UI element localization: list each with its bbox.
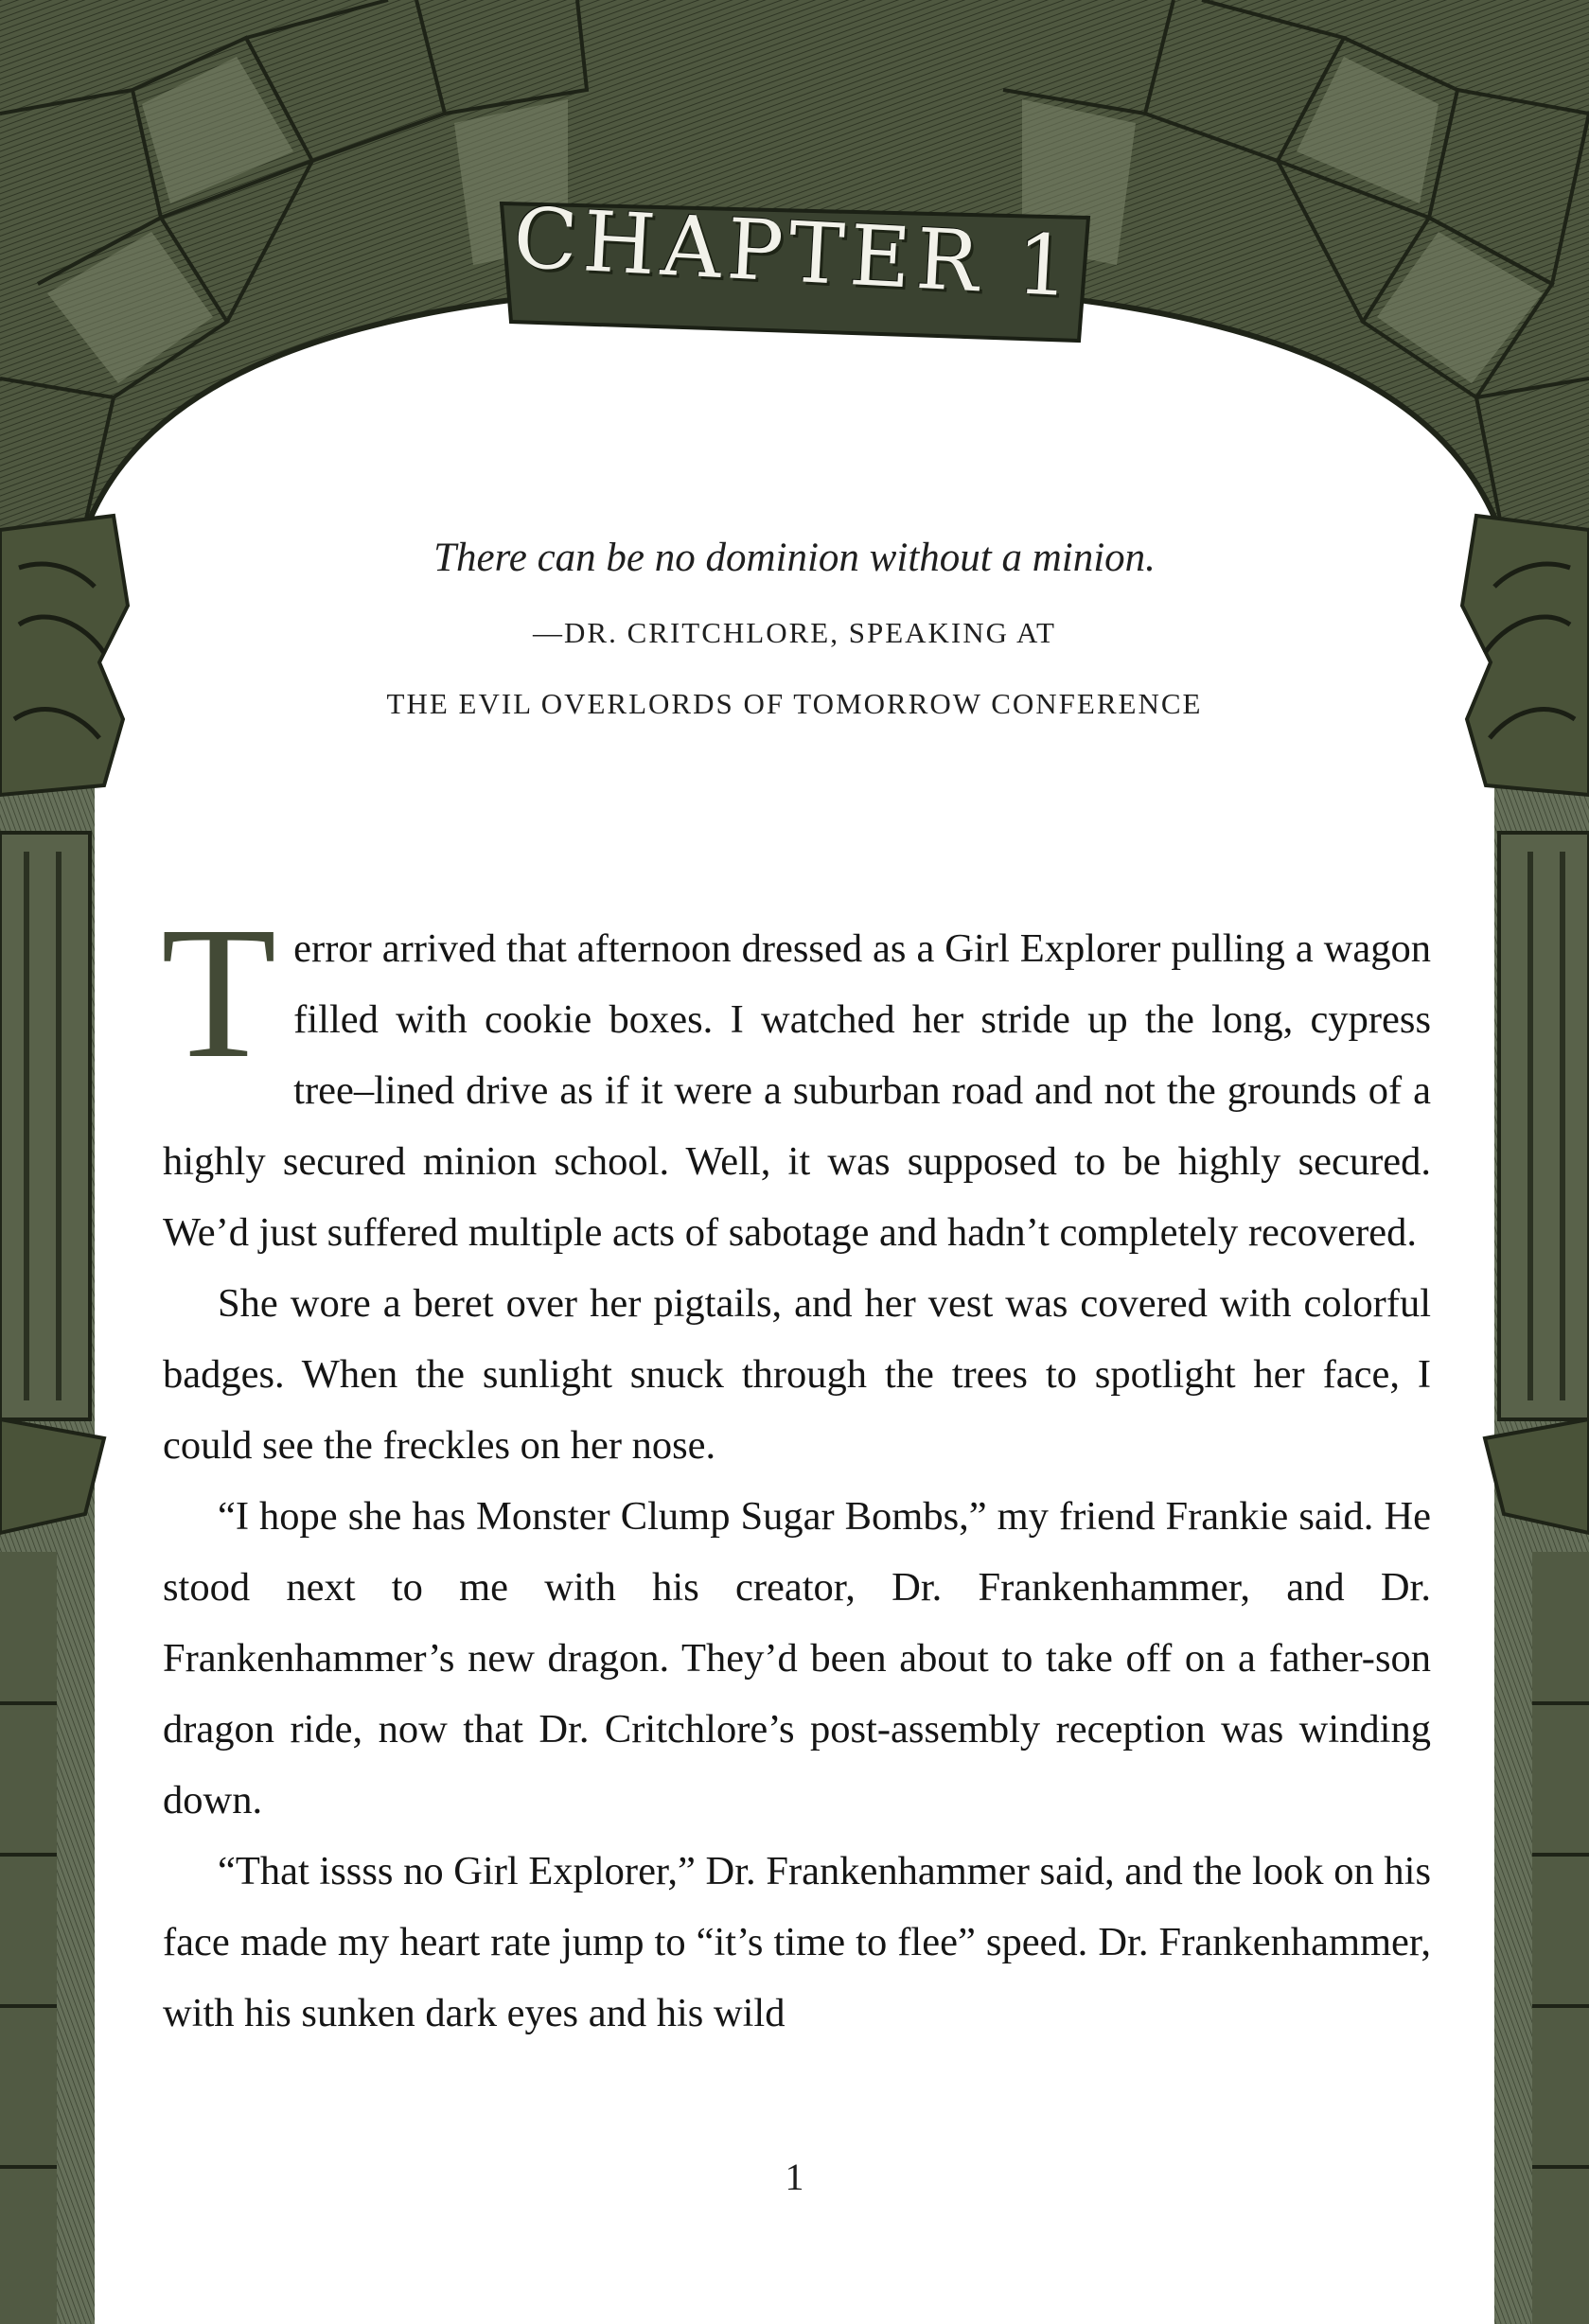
left-pillar xyxy=(0,516,128,2324)
paragraph xyxy=(161,889,1431,1268)
right-pillar xyxy=(1462,516,1589,2324)
paragraph: “That issss no Girl Explorer,” Dr. Frankenhammer said, and the look on his face made my heart rate jump to “it’s time to flee” speed. Dr. Frankenhammer, with his sunken dark eyes and his wild xyxy=(163,1849,1431,2035)
paragraph: She wore a beret over her pigtails, and her vest was covered with colorful badges. When the sunlight snuck through the trees to spotlight her face, I could see the freckles on her nose. xyxy=(163,1281,1431,1468)
chapter-title: CHAPTER 1 xyxy=(511,188,1078,316)
epigraph-attribution-continued: THE EVIL OVERLORDS OF TOMORROW CONFERENCE xyxy=(386,687,1203,720)
paragraph-text: error arrived that afternoon dressed as a Girl Explorer pulling a wagon filled with cookie boxes. I watched her stride up the long, cypress tree–lined drive as if it were a suburban road and not the grounds of a highly secured minion school. Well, it was supposed to be highly secured. We’d just suffered multiple acts of sabotage and hadn’t completely recovered. xyxy=(163,926,1431,1255)
epigraph-attribution: —DR. CRITCHLORE, SPEAKING AT xyxy=(533,616,1056,649)
drop-cap: T xyxy=(161,889,277,1098)
page-number: 1 xyxy=(785,2156,804,2198)
epigraph-quote: There can be no dominion without a minion. xyxy=(433,536,1156,580)
paragraph: “I hope she has Monster Clump Sugar Bombs,” my friend Frankie said. He stood next to me with his creator, Dr. Frankenhammer, and Dr. Frankenhammer’s new dragon. They’d been about to take off on a father-son dragon ride, now that Dr. Critchlore’s post-assembly reception was winding down. xyxy=(163,1494,1431,1822)
chapter-body xyxy=(161,889,1431,2049)
